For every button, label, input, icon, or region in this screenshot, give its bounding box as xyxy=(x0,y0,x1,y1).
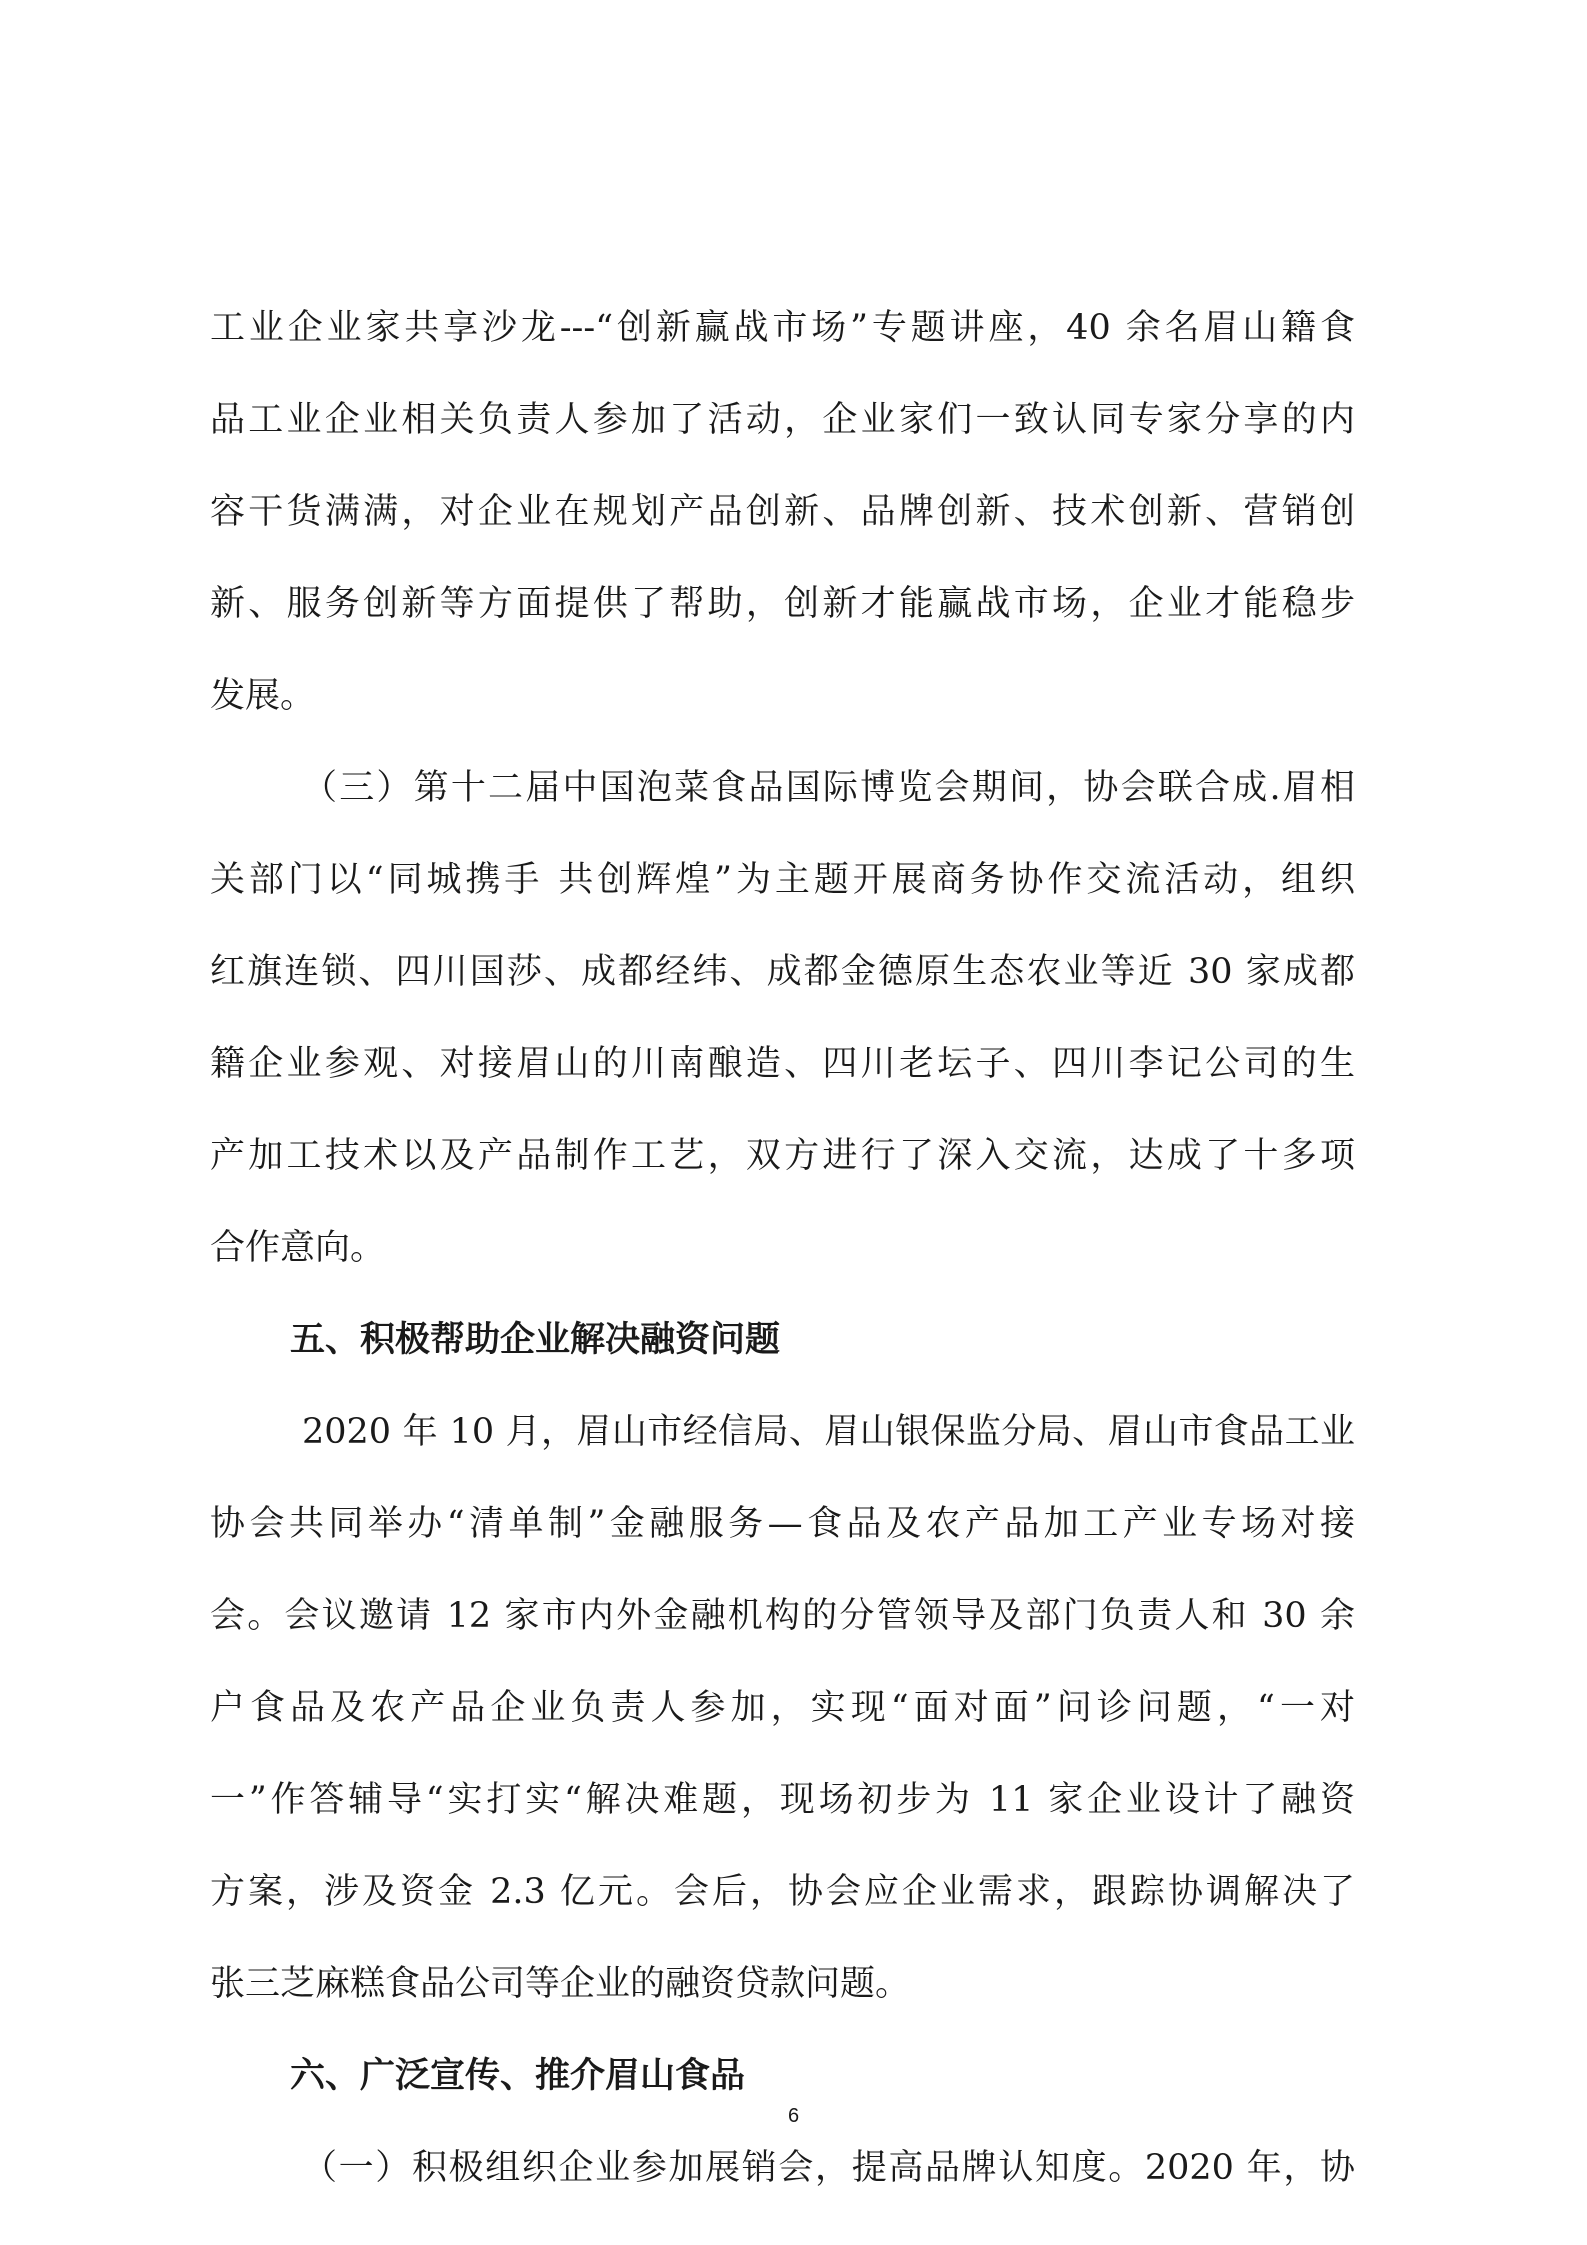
paragraph-line: 2020 年 10 月，眉山市经信局、眉山银保监分局、眉山市食品工业 xyxy=(302,1412,1355,1452)
paragraph-line: 会。会议邀请 12 家市内外金融机构的分管领导及部门负责人和 30 余 xyxy=(210,1596,1355,1636)
section-heading: 五、积极帮助企业解决融资问题 xyxy=(290,1320,781,1360)
paragraph-line: 协会共同举办“清单制”金融服务—食品及农产品加工产业专场对接 xyxy=(210,1504,1355,1544)
paragraph-line: 关部门以“同城携手 共创辉煌”为主题开展商务协作交流活动，组织 xyxy=(210,860,1355,900)
paragraph-line: 籍企业参观、对接眉山的川南酿造、四川老坛子、四川李记公司的生 xyxy=(210,1044,1355,1084)
paragraph-line: 一”作答辅导“实打实“解决难题，现场初步为 11 家企业设计了融资 xyxy=(210,1780,1355,1820)
paragraph-line: 品工业企业相关负责人参加了活动，企业家们一致认同专家分享的内 xyxy=(210,400,1355,440)
paragraph-line: （三）第十二届中国泡菜食品国际博览会期间，协会联合成.眉相 xyxy=(302,768,1355,808)
body-text xyxy=(210,282,1355,2214)
paragraph-line: 容干货满满，对企业在规划产品创新、品牌创新、技术创新、营销创 xyxy=(210,492,1355,532)
paragraph-line: 发展。 xyxy=(210,676,316,716)
section-heading: 六、广泛宣传、推介眉山食品 xyxy=(290,2056,746,2096)
paragraph-line: 方案，涉及资金 2.3 亿元。会后，协会应企业需求，跟踪协调解决了 xyxy=(210,1872,1355,1912)
paragraph-line: 红旗连锁、四川国莎、成都经纬、成都金德原生态农业等近 30 家成都 xyxy=(210,952,1355,992)
paragraph-line: 产加工技术以及产品制作工艺，双方进行了深入交流，达成了十多项 xyxy=(210,1136,1355,1176)
paragraph-line: （一）积极组织企业参加展销会，提高品牌认知度。2020 年，协 xyxy=(302,2148,1355,2188)
page-number: 6 xyxy=(787,2105,800,2127)
paragraph-line: 张三芝麻糕食品公司等企业的融资贷款问题。 xyxy=(210,1964,911,2004)
paragraph-line: 工业企业家共享沙龙---“创新赢战市场”专题讲座，40 余名眉山籍食 xyxy=(210,308,1355,348)
paragraph-line: 新、服务创新等方面提供了帮助，创新才能赢战市场，企业才能稳步 xyxy=(210,584,1355,624)
paragraph-line: 户食品及农产品企业负责人参加，实现“面对面”问诊问题，“一对 xyxy=(210,1688,1355,1728)
paragraph-line: 合作意向。 xyxy=(210,1228,386,1268)
